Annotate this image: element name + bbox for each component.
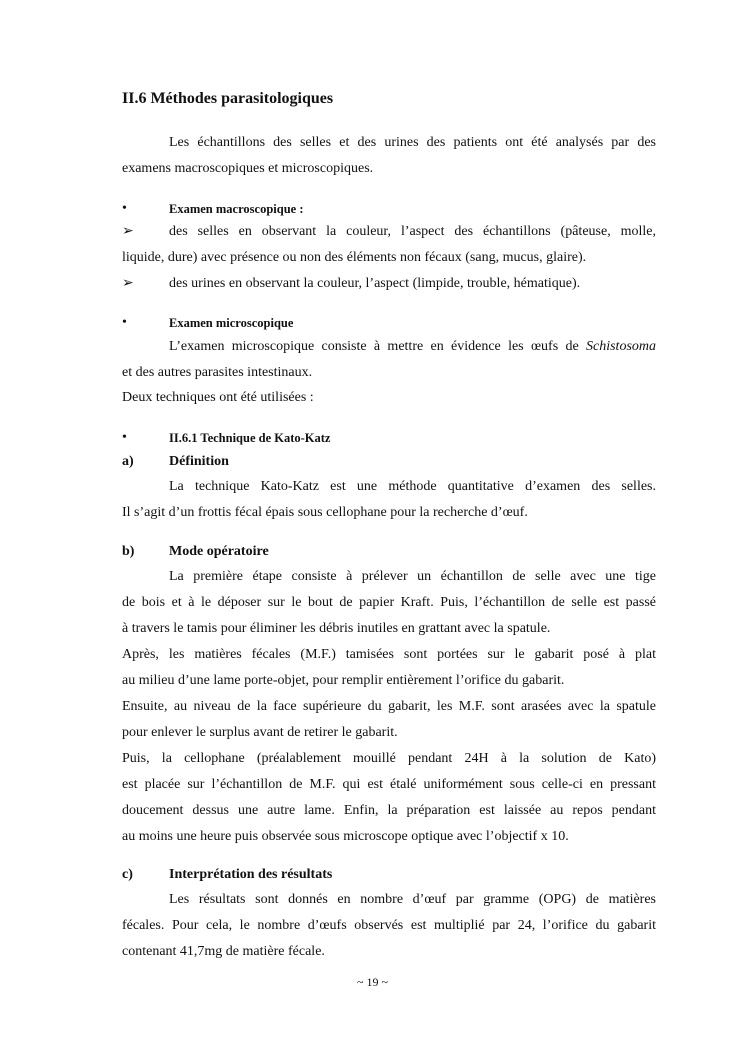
definition-line-1: La technique Kato-Katz est une méthode quantitative d’examen des selles. [169, 479, 656, 494]
procedure-line: Ensuite, au niveau de la face supérieure du gabarit, les M.F. sont arasées avec la spatule [122, 699, 656, 714]
bullet-icon: • [122, 430, 127, 445]
results-line: contenant 41,7mg de matière fécale. [122, 944, 325, 959]
intro-line-2: examens macroscopiques et microscopiques. [122, 161, 374, 176]
procedure-line: Après, les matières fécales (M.F.) tamisées sont portées sur le gabarit posé à plat [122, 647, 656, 662]
procedure-line: pour enlever le surplus avant de retirer le gabarit. [122, 725, 398, 740]
definition-line-2: Il s’agit d’un frottis fécal épais sous cellophane pour la recherche d’œuf. [122, 505, 528, 520]
micro-line-3: Deux techniques ont été utilisées : [122, 390, 314, 405]
kato-title: II.6.1 Technique de Kato-Katz [169, 431, 331, 445]
results-title: Interprétation des résultats [169, 867, 333, 882]
section-heading: II.6 Méthodes parasitologiques [122, 90, 334, 107]
results-line: fécales. Pour cela, le nombre d’œufs observés est multiplié par 24, l’orifice du gabarit [122, 918, 656, 933]
procedure-line: à travers le tamis pour éliminer les débris inutiles en grattant avec la spatule. [122, 621, 551, 636]
macro-item-1-line-1: des selles en observant la couleur, l’aspect des échantillons (pâteuse, molle, [169, 224, 656, 239]
procedure-line: de bois et à le déposer sur le bout de papier Kraft. Puis, l’échantillon de selle est passé [122, 595, 656, 610]
procedure-title: Mode opératoire [169, 544, 269, 559]
procedure-line: doucement dessus une autre lame. Enfin, la préparation est laissée au repos pendant [122, 803, 656, 818]
definition-title: Définition [169, 454, 229, 469]
macro-item-1-line-2: liquide, dure) avec présence ou non des éléments non fécaux (sang, mucus, glaire). [122, 250, 587, 265]
procedure-line: au moins une heure puis observée sous microscope optique avec l’objectif x 10. [122, 829, 569, 844]
procedure-line: est placée sur l’échantillon de M.F. qui est étalé uniformément sous celle-ci en pressant [122, 777, 656, 792]
bullet-icon: • [122, 315, 127, 330]
procedure-line: au milieu d’une lame porte-objet, pour remplir entièrement l’orifice du gabarit. [122, 673, 565, 688]
list-marker-b: b) [122, 544, 135, 559]
macro-item-2: des urines en observant la couleur, l’aspect (limpide, trouble, hématique). [169, 276, 581, 291]
micro-line-1: L’examen microscopique consiste à mettre en évidence les œufs de Schistosoma [169, 339, 656, 354]
micro-title: Examen microscopique [169, 316, 294, 330]
arrow-bullet-icon: ➢ [122, 276, 134, 291]
list-marker-a: a) [122, 454, 134, 469]
micro-line-2: et des autres parasites intestinaux. [122, 365, 313, 380]
schistosoma-term: Schistosoma [586, 339, 656, 354]
results-line: Les résultats sont donnés en nombre d’œuf par gramme (OPG) de matières [169, 892, 656, 907]
bullet-icon: • [122, 201, 127, 216]
procedure-line: Puis, la cellophane (préalablement mouillé pendant 24H à la solution de Kato) [122, 751, 656, 766]
arrow-bullet-icon: ➢ [122, 224, 134, 239]
list-marker-c: c) [122, 867, 133, 882]
intro-line-1: Les échantillons des selles et des urines des patients ont été analysés par des [169, 135, 656, 150]
macro-title: Examen macroscopique : [169, 202, 304, 216]
page-number: ~ 19 ~ [357, 975, 388, 989]
procedure-line: La première étape consiste à prélever un échantillon de selle avec une tige [169, 569, 656, 584]
